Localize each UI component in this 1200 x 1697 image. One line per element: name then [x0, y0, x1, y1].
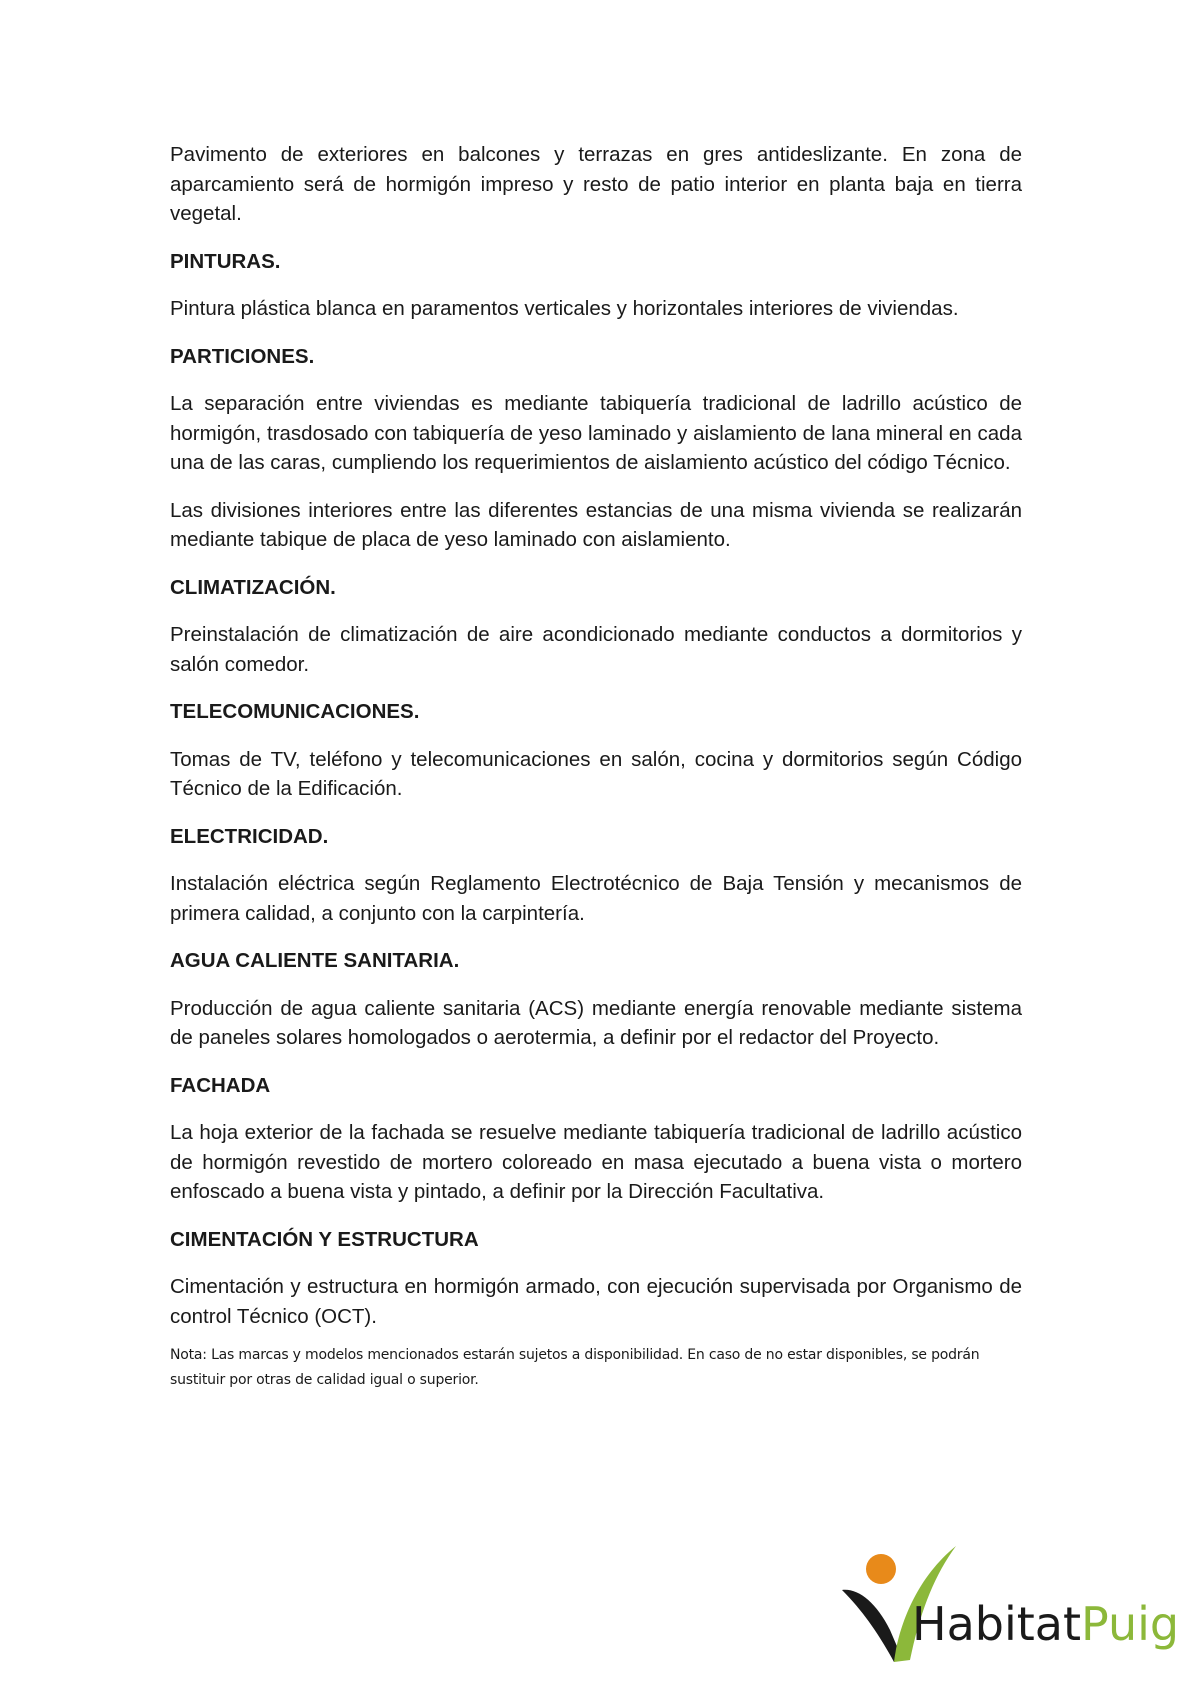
availability-note: Nota: Las marcas y modelos mencionados estarán sujetos a disponibilidad. En caso de no estar disponibles, se podrán sustituir por otras de calidad igual o superior.: [170, 1347, 980, 1388]
heading-particiones: PARTICIONES.: [170, 344, 315, 368]
heading-fachada: FACHADA: [170, 1073, 271, 1097]
heading-climatizacion: CLIMATIZACIÓN.: [170, 575, 336, 599]
paragraph-telecomunicaciones: Tomas de TV, teléfono y telecomunicaciones en salón, cocina y dormitorios según Código Técnico de la Edificación.: [170, 747, 1022, 800]
paragraph-electricidad: Instalación eléctrica según Reglamento Electrotécnico de Baja Tensión y mecanismos de primera calidad, a conjunto con la carpintería.: [170, 872, 1022, 925]
heading-agua-caliente: AGUA CALIENTE SANITARIA.: [170, 949, 460, 972]
habitatpuig-logo-text: [912, 1596, 1179, 1652]
paragraph-climatizacion: Preinstalación de climatización de aire acondicionado mediante conductos a dormitorios y salón comedor.: [170, 623, 1022, 676]
paragraph-fachada: La hoja exterior de la fachada se resuelve mediante tabiquería tradicional de ladrillo acústico de hormigón revestido de mortero coloreado en masa ejecutado a buena vista o mortero enfoscado a buena vista y pintado, a definir por la Dirección Facultativa.: [170, 1121, 1022, 1203]
paragraph-exterior-flooring: Pavimento de exteriores en balcones y terrazas en gres antideslizante. En zona de aparcamiento será de hormigón impreso y resto de patio interior en planta baja en tierra vegetal.: [170, 143, 1022, 225]
logo-text-habitat: Habitat: [912, 1597, 1082, 1651]
paragraph-particiones-2: Las divisiones interiores entre las diferentes estancias de una misma vivienda se realizarán mediante tabique de placa de yeso laminado con aislamiento.: [170, 498, 1022, 551]
logo-orange-circle: [866, 1554, 896, 1584]
paragraph-cimentacion: Cimentación y estructura en hormigón armado, con ejecución supervisada por Organismo de control Técnico (OCT).: [170, 1275, 1022, 1328]
heading-cimentacion: CIMENTACIÓN Y ESTRUCTURA: [170, 1227, 479, 1251]
heading-telecomunicaciones: TELECOMUNICACIONES.: [170, 700, 420, 723]
heading-pinturas: PINTURAS.: [170, 249, 281, 273]
paragraph-pinturas: Pintura plástica blanca en paramentos verticales y horizontales interiores de viviendas.: [170, 297, 959, 320]
logo-text-puig: Puig: [1081, 1597, 1180, 1651]
heading-electricidad: ELECTRICIDAD.: [170, 824, 329, 848]
paragraph-agua-caliente: Producción de agua caliente sanitaria (ACS) mediante energía renovable mediante sistema de paneles solares homologados o aerotermia, a definir por el redactor del Proyecto.: [170, 996, 1022, 1049]
paragraph-particiones-1: La separación entre viviendas es mediante tabiquería tradicional de ladrillo acústico de hormigón, trasdosado con tabiquería de yeso laminado y aislamiento de lana mineral en cada una de las caras, cumpliendo los requerimientos de aislamiento acústico del código Técnico.: [170, 392, 1022, 474]
document-body: [170, 140, 1022, 1407]
logo-dark-swoosh: [842, 1590, 902, 1662]
